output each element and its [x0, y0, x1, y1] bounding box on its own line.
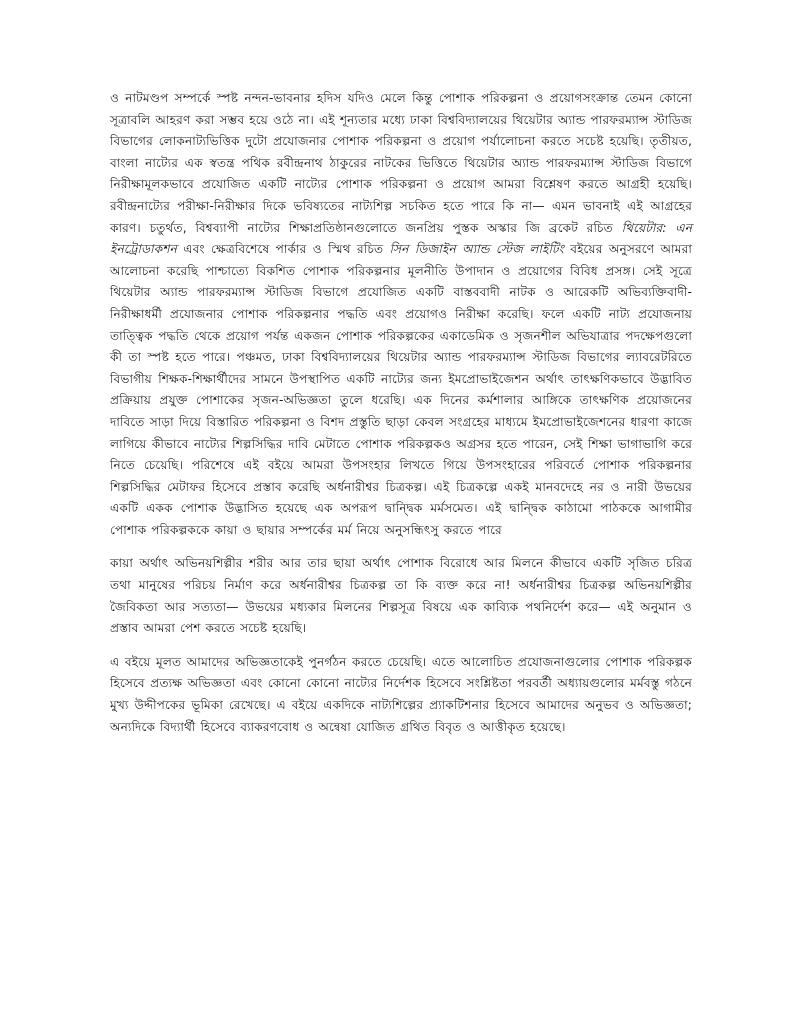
paragraph-1	[110, 88, 692, 541]
paragraph-1-text: এবং ক্ষেত্রবিশেষে পার্কার ও স্মিথ রচিত	[176, 242, 390, 257]
document-page	[110, 88, 692, 750]
paragraph-2	[110, 553, 692, 639]
paragraph-3-text: এ বইয়ে মূলত আমাদের অভিজ্ঞতাকেই পুনর্গঠন করতে চেয়েছি। এতে আলোচিত প্রযোজনাগুলোর পোশাক পরিকল্পক হিসেবে প্রত্যক্ষ অভিজ্ঞতা এবং কোনো কোনো নাট্যের নির্দেশক হিসেবে সংশ্লিষ্টতা পরবর্তী অধ্যায়গুলোর মর্মবস্তু গঠনে মুখ্য উদ্দীপকের ভূমিকা রেখেছে। এ বইয়ে একদিকে নাট্যশিল্পের প্র্যাকটিশনার হিসেবে আমাদের অনুভব ও অভিজ্ঞতা; অন্যদিকে বিদ্যার্থী হিসেবে ব্যাকরণবোধ ও অন্বেষা যোজিত গ্রথিত বিবৃত ও আত্তীকৃত হয়েছে।	[110, 654, 692, 734]
paragraph-1-text: ও নাটমণ্ডপ সম্পর্কে স্পষ্ট নন্দন-ভাবনার হদিস যদিও মেলে কিন্তু পোশাক পরিকল্পনা ও প্রয়োগসংক্রান্ত তেমন কোনো সূত্রাবলি আহরণ করা সম্ভব হয়ে ওঠে না। এই শূন্যতার মধ্যে ঢাকা বিশ্ববিদ্যালয়ের থিয়েটার অ্যান্ড পারফরম্যান্স স্টাডিজ বিভাগের লোকনাট্যভিত্তিক দুটো প্রযোজনার পোশাক পরিকল্পনা ও প্রয়োগ পর্যালোচনা করতে সচেষ্ট হয়েছি। তৃতীয়ত, বাংলা নাট্যের এক স্বতন্ত্র পথিক রবীন্দ্রনাথ ঠাকুরের নাটকের ভিত্তিতে থিয়েটার অ্যান্ড পারফরম্যান্স স্টাডিজ বিভাগে নিরীক্ষামূলকভাবে প্রযোজিত একটি নাট্যের পোশাক পরিকল্পনা ও প্রয়োগ আমরা বিশ্লেষণ করতে আগ্রহী হয়েছি। রবীন্দ্রনাট্যের পরীক্ষা-নিরীক্ষার দিকে ভবিষ্যতের নাট্যশিল্প সচকিত হতে পারে কি না— এমন ভাবনাই এই আগ্রহের কারণ। চতুর্থত, বিশ্বব্যাপী নাট্যের শিক্ষাপ্রতিষ্ঠানগুলোতে জনপ্রিয় পুস্তক অস্কার জি ব্রকেট রচিত	[110, 91, 692, 235]
book-title-scene-design: সিন ডিজাইন অ্যান্ড স্টেজ লাইটিং	[389, 242, 564, 257]
paragraph-1-text: বইয়ের অনুসরণে আমরা আলোচনা করেছি পাশ্চাত্যে বিকশিত পোশাক পরিকল্পনার মূলনীতি উপাদান ও প্রয়োগের বিবিধ প্রসঙ্গ। সেই সূত্রে থিয়েটার অ্যান্ড পারফরম্যান্স স্টাডিজ বিভাগে প্রযোজিত একটি বাস্তববাদী নাটক ও আরেকটি অভিব্যক্তিবাদী-নিরীক্ষাধর্মী প্রযোজনার পোশাক পরিকল্পনার পদ্ধতি এবং প্রয়োগও নিরীক্ষা করেছি। ফলে একটি নাট্য প্রযোজনায় তাত্ত্বিক পদ্ধতি থেকে প্রয়োগ পর্যন্ত একজন পোশাক পরিকল্পকের একাডেমিক ও সৃজনশীল অভিযাত্রার পদক্ষেপগুলো কী তা স্পষ্ট হতে পারে। পঞ্চমত, ঢাকা বিশ্ববিদ্যালয়ের থিয়েটার অ্যান্ড পারফরম্যান্স স্টাডিজ বিভাগের ল্যাবরেটরিতে বিভাগীয় শিক্ষক-শিক্ষার্থীদের সামনে উপস্থাপিত একটি নাট্যের জন্য ইমপ্রোভাইজেশন অর্থাৎ তাৎক্ষণিকভাবে উদ্ভাবিত প্রক্রিয়ায় প্রযুক্ত পোশাকের সৃজন-অভিজ্ঞতা তুলে ধরেছি। এক দিনের কর্মশালার আঙ্গিকে তাৎক্ষণিক প্রয়োজনের দাবিতে সাড়া দিয়ে বিস্তারিত পরিকল্পনা ও বিশদ প্রস্তুতি ছাড়া কেবল সংগ্রহের মাধ্যমে ইমপ্রোভাইজেশনের ধারণা কাজে লাগিয়ে কীভাবে নাট্যের শিল্পসিদ্ধির দাবি মেটাতে পোশাক পরিকল্পকও অগ্রসর হতে পারেন, সেই শিক্ষা ভাগাভাগি করে নিতে চেয়েছি। পরিশেষে এই বইয়ে আমরা উপসংহার লিখতে গিয়ে উপসংহারের পরিবর্তে পোশাক পরিকল্পনার শিল্পসিদ্ধির মেটাফর হিসেবে প্রস্তাব করেছি অর্ধনারীশ্বর চিত্রকল্প। এই চিত্রকল্পে একই মানবদেহে নর ও নারী উভয়ের একটি একক পোশাক উদ্ভাসিত হয়েছে এক অপরূপ দ্বান্দ্বিক মর্মসমেত। এই দ্বান্দ্বিক কাঠামো পাঠককে আগামীর পোশাক পরিকল্পককে কায়া ও ছায়ার সম্পর্কের মর্ম নিয়ে অনুসন্ধিৎসু করতে পারে	[110, 242, 692, 537]
paragraph-2-text: কায়া অর্থাৎ অভিনয়শিল্পীর শরীর আর তার ছায়া অর্থাৎ পোশাক বিরোধে আর মিলনে কীভাবে একটি সৃজিত চরিত্র তথা মানুষের পরিচয় নির্মাণ করে অর্ধনারীশ্বর চিত্রকল্প তা কি ব্যক্ত করে না! অর্ধনারীশ্বর চিত্রকল্প অভিনয়শিল্পীর জৈবিকতা আর সত্যতা— উভয়ের মধ্যকার মিলনের শিল্পসূত্র বিষয়ে এক কাব্যিক পথনির্দেশ করে— এই অনুমান ও প্রস্তাব আমরা পেশ করতে সচেষ্ট হয়েছি।	[110, 556, 692, 636]
book-title-theatre-introduction: থিয়েটার: এন ইনট্রোডাকশন	[110, 220, 692, 257]
paragraph-3	[110, 652, 692, 738]
